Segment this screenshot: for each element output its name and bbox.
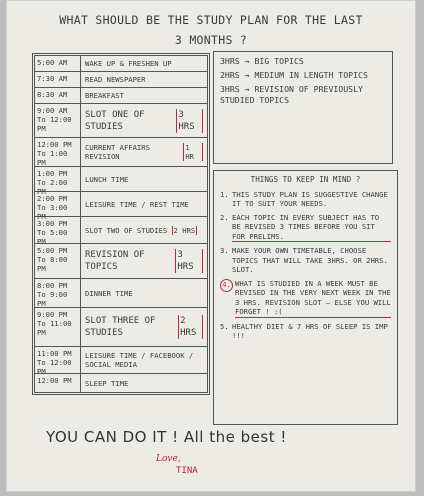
tip-item xyxy=(220,322,391,341)
activity-text: SLOT ONE OF STUDIES xyxy=(85,109,145,132)
schedule-activity: LEISURE TIME / REST TIME xyxy=(85,199,189,209)
tip-text: HEALTHY DIET & 7 HRS OF SLEEP IS IMP !!! xyxy=(232,321,388,340)
schedule-time: 8:30 AM xyxy=(35,88,81,103)
paper-sheet xyxy=(6,0,416,492)
schedule-row xyxy=(35,244,207,279)
schedule-activity xyxy=(81,244,207,278)
schedule-time: 9:00 PM To 11:00 PM xyxy=(35,308,81,346)
schedule-time: 12:00 PM To 1:00 PM xyxy=(35,138,81,166)
schedule-row xyxy=(35,308,207,347)
tips-heading: THINGS TO KEEP IN MIND ? xyxy=(250,175,361,184)
schedule-activity: DINNER TIME xyxy=(85,288,133,298)
tip-number: 1. xyxy=(220,189,229,199)
schedule-activity: BREAKFAST xyxy=(85,91,124,100)
activity-text: SLOT TWO OF STUDIES xyxy=(85,225,168,235)
schedule-row xyxy=(35,167,207,196)
topic-slot-item: 3HRS → BIG TOPICS xyxy=(220,56,304,66)
schedule-time: 5:00 AM xyxy=(35,56,81,71)
schedule-time: 8:00 PM To 9:00 PM xyxy=(35,279,81,307)
signature-name: TINA xyxy=(176,466,198,476)
tips-box xyxy=(213,170,398,425)
duration-badge: 3 HRS xyxy=(176,109,203,133)
tip-text: MAKE YOUR OWN TIMETABLE, CHOOSE TOPICS THAT WILL TAKE 3HRS. OR 2HRS. SLOT. xyxy=(232,246,388,274)
duration-badge: 2 HRS xyxy=(178,315,203,339)
activity-text: CURRENT AFFAIRS REVISION xyxy=(85,143,150,161)
tip-number: 3. xyxy=(220,246,229,255)
tip-item xyxy=(220,213,391,243)
schedule-row xyxy=(35,104,207,138)
schedule-activity xyxy=(81,217,207,243)
tip-item xyxy=(220,279,391,318)
page-title xyxy=(26,10,396,50)
schedule-activity: LEISURE TIME / FACEBOOK / SOCIAL MEDIA xyxy=(85,351,194,369)
duration-badge: 2 HRS xyxy=(173,225,196,235)
schedule-activity xyxy=(81,308,207,346)
schedule-time: 11:00 PM To 12:00 PM xyxy=(35,347,81,373)
encouragement-text: YOU CAN DO IT ! All the best ! xyxy=(46,428,287,446)
schedule-time: 12:00 PM xyxy=(35,374,81,392)
schedule-row xyxy=(35,88,207,104)
signature-love: Love, xyxy=(156,454,181,464)
tip-text: WHAT IS STUDIED IN A WEEK MUST BE REVISED IN THE VERY NEXT WEEK IN THE 3 HRS. REVISION SLOT — ELSE YOU WILL FORGET ! :( xyxy=(235,278,391,316)
schedule-row xyxy=(35,72,207,88)
title-line-1: WHAT SHOULD BE THE STUDY PLAN FOR THE LAST xyxy=(59,13,363,27)
schedule-row xyxy=(35,56,207,72)
schedule-time: 1:00 PM To 2:00 PM xyxy=(35,167,81,191)
schedule-table xyxy=(32,53,210,395)
tip-number: 4. xyxy=(220,279,233,292)
schedule-time: 7:30 AM xyxy=(35,72,81,87)
tip-number: 5. xyxy=(220,321,229,331)
schedule-time: 3:00 PM To 5:00 PM xyxy=(35,217,81,243)
schedule-row xyxy=(35,279,207,308)
schedule-time: 5:00 PM To 8:00 PM xyxy=(35,244,81,278)
topic-slot-legend xyxy=(213,51,393,164)
duration-badge: 3 HRS xyxy=(175,249,203,273)
tip-item xyxy=(220,246,391,275)
schedule-time: 2:00 PM To 3:00 PM xyxy=(35,192,81,216)
tip-text: THIS STUDY PLAN IS SUGGESTIVE CHANGE IT TO SUIT YOUR NEEDS. xyxy=(232,189,388,208)
schedule-row xyxy=(35,138,207,167)
schedule-time: 9:00 AM To 12:00 PM xyxy=(35,104,81,137)
schedule-row xyxy=(35,217,207,244)
activity-text: REVISION OF TOPICS xyxy=(85,250,145,272)
schedule-activity: SLEEP TIME xyxy=(85,378,129,388)
schedule-activity xyxy=(81,104,207,137)
schedule-activity xyxy=(81,138,207,166)
topic-slot-item: 3HRS → REVISION OF PREVIOUSLY STUDIED TOPICS xyxy=(220,84,363,105)
schedule-row xyxy=(35,374,207,392)
schedule-activity: WAKE UP & FRESHEN UP xyxy=(85,59,172,68)
schedule-row xyxy=(35,192,207,221)
schedule-activity: READ NEWSPAPER xyxy=(85,75,146,84)
topic-slot-item: 2HRS → MEDIUM IN LENGTH TOPICS xyxy=(220,70,368,80)
tip-text: EACH TOPIC IN EVERY SUBJECT HAS TO BE REVISED 3 TIMES BEFORE YOU SIT FOR PRELIMS. xyxy=(232,213,391,243)
title-line-2: 3 MONTHS ? xyxy=(174,33,248,47)
activity-text: SLOT THREE OF STUDIES xyxy=(85,316,156,338)
tip-number: 2. xyxy=(220,212,229,222)
tip-item xyxy=(220,190,391,209)
schedule-activity: LUNCH TIME xyxy=(85,174,129,184)
duration-badge: 1 HR xyxy=(183,143,203,161)
schedule-row xyxy=(35,347,207,374)
